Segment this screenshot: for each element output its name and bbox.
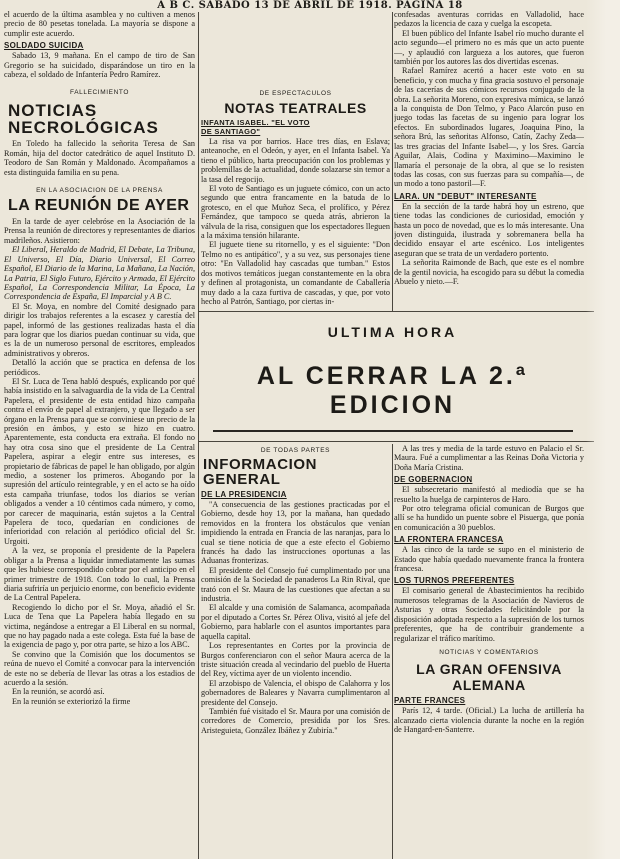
info-paragraph: Por otro telegrama oficial comunican de Burgos que allí se ha hundido un puente sobre el Pisuerga, que ponía en comunicación a 30 pueblos.: [394, 504, 584, 532]
ofensiva-title: LA GRAN OFENSIVA ALEMANA: [416, 660, 562, 693]
column-rule: [392, 444, 393, 859]
info-paragraph: El subsecretario manifestó al mediodía que se ha resuelto la huelga de carpinteros de Haro.: [394, 485, 584, 504]
reunion-paragraph: El Sr. Luca de Tena habló después, explicando por qué había insistido en la salvaguardia de la vida de La Central Papelera, el presidente de esta entidad hizo campaña contra el envío de papel al extranjero, y que llegado a ser órgano en la Prensa para que se conviniese un precio de la presión en ámbos, y esto se hizo en cuatro. Aparentemente, esta conducta era extraña. El fondo no hay otra cosa sino que el presidente de La Central Papelera, aspirar a elegir entre sus intereses, es propietario de fábricas de papel le han obligado, por algún medio, a sostener los primeros. Abogando por la supresión del artículo reintegrable, y en el acto se ha oído esta campaña triunfase, todos los diarios se verían obligados a vender a 10 céntimos cada número, y como, por carecer de maquinaria, están sujetos a la Central Papelera de toco, quedarían en condiciones de inferioridad con relación al periódico oficial del Sr. Urgoiti.: [4, 376, 195, 546]
info-paragraph: El comisario general de Abastecimientos ha recibido numerosos telegramas de la Asociación de Navieros de Asturias y otras Sociedades felicitándole por la disposición adoptada respecto a la supresión de los turnos preferentes, que ha de contribuir grandemente a regularizar el tráfico marítimo.: [394, 586, 584, 643]
notas-paragraph: El juguete tiene su ritornello, y es el siguiente: "Don Telmo no es antipático", y a su vez, sus personajes tiene otro: "En Valladolid hay cascadas que tumban." Estos dos motivos temáticos juegan constantemente en la obra y definen al protagonista, un comandante de Caballería muy dado a la caza furtiva de cascadas, y que, por voto hecho al Patrón, Santiago, por ciertas in-: [201, 240, 390, 306]
reunion-paragraph: El Liberal, Heraldo de Madrid, El Debate, La Tribuna, El Universo, El Día, Diario Universal, El Correo Español, El Diario de la Marina, La Mañana, La Nación, La Patria, El Siglo Futuro, Ejército y Armada, El Ejército Español, La Correspondencia Militar, La Época, La Correspondencia de España, El Imparcial y A B C.: [4, 245, 195, 302]
info-paragraph: París 12, 4 tarde. (Oficial.) La lucha de artillería ha alcanzado cierta violencia durante la noche en la región de Hangard-en-Santerre.: [394, 706, 584, 734]
reunion-paragraph: En la tarde de ayer celebróse en la Asociación de la Prensa la reunión de directores y representantes de diarios madrileños. Asistieron:: [4, 217, 195, 245]
reunion-paragraph: En la reunión, se acordó así.: [12, 687, 105, 697]
column-2-bottom: [201, 444, 390, 859]
teatro-paragraph: El buen público del Infante Isabel río mucho durante el acto segundo—el primero no es más que un acto puente—, y aplaudió con largueza a los autores, que fueron también por los autores las dos divertidas escenas.: [394, 28, 584, 67]
suicida-body: Sabado 13, 9 mañana. En el campo de tiro de San Gregorio se ha suicidado, disparándose un tiro en la cabeza, el soldado de Infantería Pedro Ramírez.: [4, 51, 195, 80]
frontera-heading: LA FRONTERA FRANCESA: [394, 535, 504, 545]
reunion-paragraph: Detalló la acción que se practica en defensa de los periódicos.: [4, 358, 195, 377]
info-paragraph: También fué visitado el Sr. Maura por una comisión de corredores de Comercio, presidida por los Sres. Aristeguieta, González Ibáñez y Zubiría.": [201, 706, 390, 735]
column-3-top: [394, 10, 584, 310]
column-1: [4, 10, 195, 859]
info-paragraph: El presidente del Consejo fué cumplimentado por una comisión de la Sociedad de panaderos La Rin Rival, que trató con el Sr. Maura de las cuestiones que afectan a su industria.: [201, 565, 390, 604]
info-paragraph: El alcalde y una comisión de Salamanca, acompañada por el diputado a Cortes Sr. Pérez Oliva, visitó al jefe del Gobierno, para hablarle con el asuntos importantes para aquella capital.: [201, 603, 390, 641]
notas-paragraph: El voto de Santiago es un juguete cómico, con un acto segundo que entra francamente en la batuda de lo grotesco, en el que Muñoz Seca, el prolífico, y Pérez Fernández, que tampoco se queda atrás, abrieron la válvula de la risa, consiguen que los espectadores lleguen a la máxima tensión hilarante.: [201, 184, 390, 241]
reunion-paragraph: A la vez, se proponía el presidente de la Papelera obligar a la Prensa a liquidar inmediatamente las sumas que les hubiese correspondido cobrar por el anticipo en el primer trimestre de 1918. Con todo lo cual, la Prensa diaria sufriría un perjuicio enorme, con beneficio evidente de La Central Papelera.: [4, 546, 195, 603]
info-paragraph: El arzobispo de Valencia, el obispo de Calahorra y los gobernadores de Baleares y Navarra cumplimentaron al presidente del Consejo.: [201, 678, 390, 707]
info-paragraph: A las cinco de la tarde se supo en el ministerio de Estado que había quedado nuevamente franca la frontera francesa.: [394, 545, 584, 574]
presidencia-heading: DE LA PRESIDENCIA: [201, 490, 287, 499]
lara-heading: LARA. UN "DEBUT" INTERESANTE: [394, 191, 537, 201]
column-3-bottom: [394, 444, 584, 859]
teatro-paragraph: La señorita Raimonde de Bach, que este es el nombre de la gentil novicia, ha escogido para su début la comedia Abuelo y nieto.—F.: [394, 258, 584, 286]
todas-partes-kicker: DE TODAS PARTES: [260, 447, 331, 454]
prensa-kicker: EN LA ASOCIACION DE LA PRENSA: [36, 187, 163, 195]
page-header: A B C. SABADO 13 DE ABRIL DE 1918. PAGINA 18: [157, 0, 463, 11]
ultima-hora-heading: ULTIMA HORA: [327, 324, 458, 340]
reunion-paragraph: El Sr. Moya, en nombre del Comité designado para dirigir los trabajos referentes a la escasez y carestía del papel, informó de las gestiones realizadas hasta el día para lograr que los diarios puedan continuar su vida, que es la de un numeroso personal de escritores, empleados administrativos y obreros.: [4, 301, 195, 358]
gobernacion-heading: DE GOBERNACION: [394, 475, 473, 485]
notas-teatrales-title: NOTAS TEATRALES: [224, 100, 367, 116]
column-rule: [392, 12, 393, 312]
noticias-kicker: NOTICIAS Y COMENTARIOS: [439, 648, 539, 656]
parte-frances-heading: PARTE FRANCES: [394, 696, 466, 706]
informacion-general-title: INFORMACION GENERAL: [203, 456, 318, 488]
reunion-paragraph: En la reunión se exteriorizó la firme: [12, 696, 131, 706]
teatro-paragraph: En la sección de la tarde habrá hoy un estreno, que tiene todas las condiciones de curiosidad, emoción y hasta un poco de novedad, que es lo más interesante. Una joven distinguida, ilustrada y sobremanera bella ha decidido ensayar el arte escénico. Los inteligentes aseguran que se trata de un verdadero portento.: [394, 201, 584, 258]
info-paragraph: A las tres y media de la tarde estuvo en Palacio el Sr. Maura. Fué a cumplimentar a las Reinas Doña Victoria y Doña María Cristina.: [394, 444, 584, 472]
necrologicas-body: En Toledo ha fallecido la señorita Teresa de San Román, hija del doctor catedrático de aquel Instituto D. Teodoro de San Román y Maldonado. Acompañamos a esta distinguida familia en su pena.: [4, 139, 195, 177]
infanta-heading: INFANTA ISABEL. "EL VOTO DE SANTIAGO": [201, 118, 310, 136]
info-paragraph: Los representantes en Cortes por la provincia de Burgos conferenciaron con el señor Maura acerca de la triste situación creada al vecindario del pueblo de Huerta del Rey, víctima ayer de un violento incendio.: [201, 641, 390, 679]
suicida-heading: SOLDADO SUICIDA: [4, 41, 84, 51]
reunion-title: LA REUNIÓN DE AYER: [8, 197, 190, 215]
page-edge-shade: [586, 0, 620, 859]
al-cerrar-heading: AL CERRAR LA 2.ª EDICION: [256, 362, 529, 419]
teatro-paragraph: Rafael Ramírez acertó a hacer este voto en su beneficio, y con mucha y fina gracia sostuvo el personaje de las cacerías de sus cómicos recursos conjugado de la obra. La señorita Moreno, con expresiva mímica, se lanzó a la conquista de Don Telmo, y Paco Alarcón puso en juego todas las facetas de su ingenio para lograr los efectos. En subordinados lugares, Joaquina Pino, la señora Brú, las señoritas Alfonso, Catín, Zachy Zeda—las tres gracias del Infante Isabel—, y los Sres. García Aguilar, Alais, Codina y Maximino—Maximino le llamaría el personaje de la obra, al que se lo resisten todas las cosas, con sus fuerzas para su compañía—, de un modo a tono pastoril—F.: [394, 66, 584, 189]
column-rule: [198, 12, 199, 859]
intro-paragraph: el acuerdo de la última asamblea y no cultiven a menos precio de 80 pesetas tonelada. La mayoría se dispone a cumplir este acuerdo.: [4, 10, 195, 38]
fallecimiento-kicker: FALLECIMIENTO: [70, 89, 129, 97]
reunion-paragraph: Se convino que la Comisión que los documentos se reúna de nuevo el Comité a convocar para la intervención de este no se debería de llevar las otras a los estadios de acuerdo a la sesión.: [4, 649, 195, 687]
turnos-heading: LOS TURNOS PREFERENTES: [394, 576, 515, 586]
necrologicas-title: NOTICIAS NECROLÓGICAS: [8, 101, 159, 138]
reunion-paragraph: Recogiendo lo dicho por el Sr. Moya, añadió el Sr. Luca de Tena que La Papelera había llegado en su victima, negándose a entregar a El Liberal en su normal, que no hay pagado nada a este colega. Esta fué la base de la exigencia de pago y, por otra parte, se hizo a los ABC.: [4, 602, 195, 650]
notas-paragraph: La risa va por barrios. Hace tres días, en Eslava; anteanoche, en el Odeón, y ayer, en el Infanta Isabel. Ya tieno el público, harta preocupación con los problemas y problemillas de la actualidad, donde solazarse sin temor a la tasa del regocijo.: [201, 137, 390, 184]
info-paragraph: "A consecuencia de las gestiones practicadas por el Gobierno, desde hoy 13, por la mañana, han quedado removidos en la frontera los obstáculos que venían impidiendo la entrada en Francia de las naranjas, para lo cual se tiene noticia de que a este efecto el Gobierno francés ha dado las instrucciones oportunas a las Aduanas fronterizas.: [201, 500, 390, 566]
band-bottom-rule: [199, 441, 594, 442]
espectaculos-kicker: DE ESPECTACULOS: [259, 90, 332, 97]
teatro-paragraph: confesadas aventuras corridas en Valladolid, hace pedazos la licencia de caza y cuelga la escopeta.: [394, 10, 584, 29]
column-2-top: [201, 10, 390, 310]
band-divider: [213, 430, 573, 432]
ultima-hora-band: [201, 312, 584, 440]
